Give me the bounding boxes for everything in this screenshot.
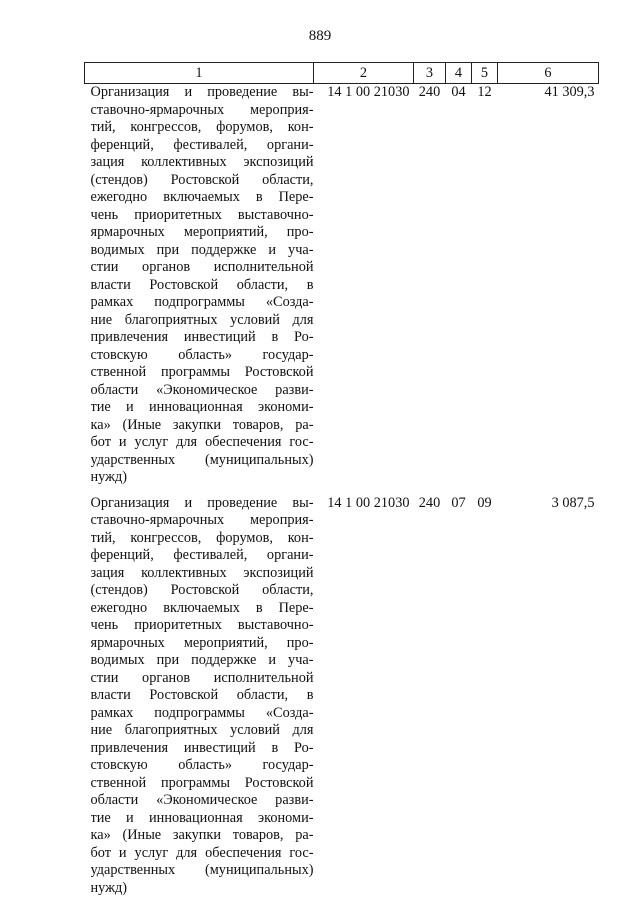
description-line: области «Экономическое разви- <box>90 792 314 808</box>
description-line: ставочно-ярмарочных мероприя- <box>90 512 314 528</box>
table-row <box>85 495 599 898</box>
row-spacer <box>85 487 599 495</box>
header-col-5: 5 <box>472 63 498 84</box>
description-line: тие и инновационная экономи- <box>90 399 314 415</box>
description-line: Организация и проведение вы- <box>90 494 314 511</box>
description-line: нужд) <box>90 469 128 485</box>
table-header-row <box>85 63 599 84</box>
description-line: ка» (Иные закупки товаров, ра- <box>90 416 314 433</box>
description-line: водимых при поддержке и уча- <box>90 241 314 258</box>
description-line: привлечения инвестиций в Ро- <box>90 739 314 756</box>
row-col-4: 04 <box>451 84 466 100</box>
description-line: ежегодно включаемых в Пере- <box>90 189 314 205</box>
row-col-4: 07 <box>451 494 466 511</box>
description-line: ежегодно включаемых в Пере- <box>90 599 314 616</box>
description-line: бот и услуг для обеспечения гос- <box>90 844 314 861</box>
description-line: привлечения инвестиций в Ро- <box>90 329 314 345</box>
description-line: рамках подпрограммы «Созда- <box>90 294 314 310</box>
budget-table <box>84 62 599 897</box>
description-line: Организация и проведение вы- <box>90 84 314 100</box>
description-line: ка» (Иные закупки товаров, ра- <box>90 827 314 843</box>
description-line: ференций, фестивалей, органи- <box>90 136 314 153</box>
description-line: (стендов) Ростовской области, <box>90 171 314 188</box>
description-line: ние благоприятных условий для <box>90 311 314 328</box>
header-col-1: 1 <box>85 63 314 84</box>
header-col-2: 2 <box>314 63 414 84</box>
description-line: стии органов исполнительной <box>90 669 314 686</box>
description-line: зация коллективных экспозиций <box>90 154 314 170</box>
description-line: тий, конгрессов, форумов, кон- <box>90 529 314 546</box>
description-line: ственной программы Ростовской <box>90 364 314 380</box>
header-col-3: 3 <box>414 63 446 84</box>
description-line: зация коллективных экспозиций <box>90 564 314 581</box>
description-line: тий, конгрессов, форумов, кон- <box>90 119 314 135</box>
description-line: бот и услуг для обеспечения гос- <box>90 434 314 450</box>
description-line: (стендов) Ростовской области, <box>90 582 314 598</box>
description-line: власти Ростовской области, в <box>90 687 314 703</box>
row-description <box>85 84 314 487</box>
description-line: области «Экономическое разви- <box>90 381 314 398</box>
header-col-4: 4 <box>446 63 472 84</box>
description-line: чень приоритетных выставочно- <box>90 617 314 633</box>
description-line: ударственных (муниципальных) <box>90 862 314 878</box>
page-number: 889 <box>308 28 332 44</box>
table-row <box>85 84 599 487</box>
row-col-3: 240 <box>418 494 441 511</box>
row-code: 14 1 00 21030 <box>327 84 410 100</box>
description-line: стовскую область» государ- <box>90 346 314 363</box>
row-col-5: 09 <box>477 494 492 511</box>
row-code: 14 1 00 21030 <box>327 494 410 511</box>
row-amount: 41 309,3 <box>544 84 595 100</box>
description-line: чень приоритетных выставочно- <box>90 206 314 223</box>
row-description <box>85 495 314 898</box>
description-line: ференций, фестивалей, органи- <box>90 547 314 563</box>
row-col-5: 12 <box>477 84 492 100</box>
description-line: ставочно-ярмарочных мероприя- <box>90 101 314 118</box>
description-line: стовскую область» государ- <box>90 757 314 773</box>
description-line: ярмарочных мероприятий, про- <box>90 224 314 240</box>
row-amount: 3 087,5 <box>551 494 595 511</box>
row-col-3: 240 <box>418 84 441 100</box>
header-col-6: 6 <box>498 63 599 84</box>
description-line: рамках подпрограммы «Созда- <box>90 704 314 721</box>
description-line: ние благоприятных условий для <box>90 722 314 738</box>
description-line: ственной программы Ростовской <box>90 774 314 791</box>
description-line: стии органов исполнительной <box>90 259 314 275</box>
description-line: ярмарочных мероприятий, про- <box>90 634 314 651</box>
description-line: тие и инновационная экономи- <box>90 809 314 826</box>
description-line: ударственных (муниципальных) <box>90 451 314 468</box>
description-line: нужд) <box>90 879 128 896</box>
description-line: водимых при поддержке и уча- <box>90 652 314 668</box>
description-line: власти Ростовской области, в <box>90 276 314 293</box>
